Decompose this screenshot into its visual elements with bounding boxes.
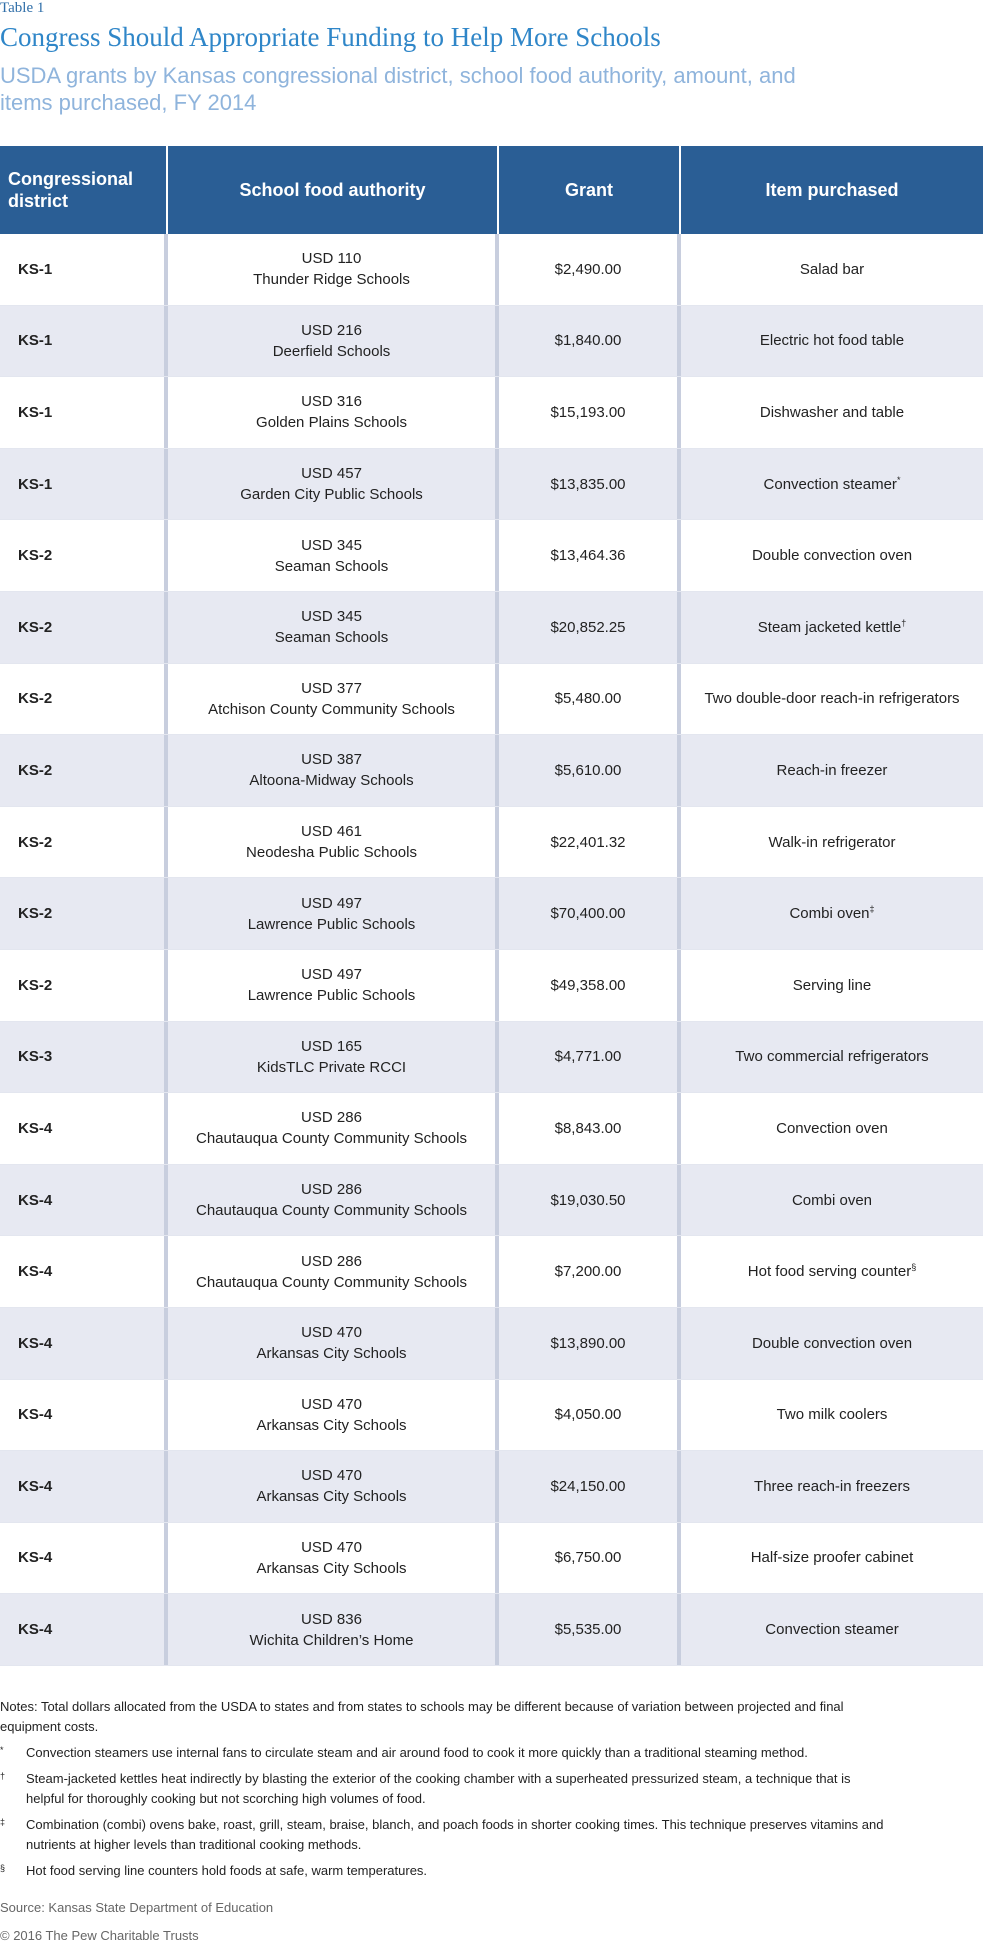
usd-number: USD 470: [301, 1467, 362, 1485]
school-name: Atchison County Community Schools: [208, 700, 455, 718]
grant-cell: $13,890.00: [499, 1308, 681, 1379]
item-name: Walk-in refrigerator: [768, 833, 896, 851]
footnote-symbol: ‡: [0, 1817, 6, 1827]
grant-cell: $5,610.00: [499, 735, 681, 806]
grant-cell: $5,480.00: [499, 664, 681, 735]
school-name: Chautauqua County Community Schools: [196, 1273, 467, 1291]
item-name: Hot food serving counter: [747, 1263, 912, 1281]
grant-cell: $19,030.50: [499, 1165, 681, 1236]
item-name: Three reach-in freezers: [754, 1477, 910, 1495]
footnote-mark: *: [896, 474, 901, 485]
footnote-text: Hot food serving line counters hold foods at safe, warm temperatures.: [26, 1863, 428, 1878]
item-cell: [681, 1380, 983, 1451]
authority-cell: [168, 306, 499, 377]
copyright-line: © 2016 The Pew Charitable Trusts: [0, 1928, 199, 1943]
usd-number: USD 470: [301, 1324, 362, 1342]
grant-cell: $2,490.00: [499, 234, 681, 305]
item-name: Convection steamer: [763, 475, 897, 493]
footnote: [0, 1861, 900, 1881]
item-name: Convection oven: [776, 1119, 888, 1137]
usd-number: USD 497: [301, 966, 362, 984]
school-name: Neodesha Public Schools: [246, 844, 417, 862]
footnote-text: Convection steamers use internal fans to circulate steam and air around food to cook it more quickly than a traditional steaming method.: [26, 1745, 808, 1760]
usd-number: USD 457: [301, 465, 362, 483]
column-header-district: Congressional district: [0, 146, 168, 234]
item-cell: [681, 1308, 983, 1379]
table-row: [0, 1093, 983, 1165]
item-cell: [681, 1451, 983, 1522]
item-name: Steam jacketed kettle: [757, 618, 902, 636]
authority-cell: [168, 807, 499, 878]
school-name: Arkansas City Schools: [256, 1416, 407, 1434]
item-name: Combi oven: [789, 905, 870, 923]
item-name: Convection steamer: [765, 1621, 899, 1639]
page-title: Congress Should Appropriate Funding to Help More Schools: [0, 22, 661, 52]
item-cell: [681, 1022, 983, 1093]
school-name: Arkansas City Schools: [256, 1559, 407, 1577]
item-name: Two double-door reach-in refrigerators: [704, 690, 960, 708]
usd-number: USD 836: [301, 1610, 362, 1628]
authority-cell: [168, 234, 499, 305]
authority-cell: [168, 1308, 499, 1379]
table-row: [0, 1380, 983, 1452]
district-cell: KS-1: [0, 377, 168, 448]
footnote-mark: †: [901, 617, 907, 628]
district-cell: KS-4: [0, 1093, 168, 1164]
table-row: [0, 1594, 983, 1666]
item-name: Salad bar: [799, 260, 865, 278]
grant-cell: $5,535.00: [499, 1594, 681, 1665]
table-row: [0, 807, 983, 879]
table-row: [0, 664, 983, 736]
table-row: [0, 234, 983, 306]
usd-number: USD 497: [301, 894, 362, 912]
grant-cell: $15,193.00: [499, 377, 681, 448]
item-cell: [681, 1594, 983, 1665]
table-row: [0, 878, 983, 950]
item-cell: [681, 807, 983, 878]
school-name: Garden City Public Schools: [240, 486, 423, 504]
school-name: Seaman Schools: [274, 557, 389, 575]
table-row: [0, 449, 983, 521]
district-cell: KS-2: [0, 950, 168, 1021]
item-name: Half-size proofer cabinet: [750, 1549, 914, 1567]
authority-cell: [168, 520, 499, 591]
grant-cell: $6,750.00: [499, 1523, 681, 1594]
item-cell: [681, 1093, 983, 1164]
authority-cell: [168, 1523, 499, 1594]
district-cell: KS-4: [0, 1451, 168, 1522]
district-cell: KS-4: [0, 1594, 168, 1665]
authority-cell: [168, 878, 499, 949]
item-cell: [681, 1523, 983, 1594]
authority-cell: [168, 449, 499, 520]
table-row: [0, 1308, 983, 1380]
authority-cell: [168, 377, 499, 448]
table-row: [0, 1165, 983, 1237]
footnote: [0, 1743, 900, 1763]
district-cell: KS-2: [0, 807, 168, 878]
grant-cell: $13,835.00: [499, 449, 681, 520]
district-cell: KS-2: [0, 520, 168, 591]
school-name: Chautauqua County Community Schools: [196, 1130, 467, 1148]
item-cell: [681, 306, 983, 377]
page-subtitle: USDA grants by Kansas congressional district, school food authority, amount, and items purchased, FY 2014: [0, 63, 796, 115]
usd-number: USD 345: [301, 608, 362, 626]
authority-cell: [168, 592, 499, 663]
table-label: Table 1: [0, 0, 45, 16]
item-name: Two commercial refrigerators: [735, 1048, 929, 1066]
column-header-item: Item purchased: [765, 179, 899, 200]
item-cell: [681, 592, 983, 663]
school-name: Deerfield Schools: [272, 342, 391, 360]
notes-section: [0, 1697, 900, 1881]
footnote-text: Combination (combi) ovens bake, roast, grill, steam, braise, blanch, and poach foods in shorter cooking times. This technique preserves vitamins and nutrients at higher levels than traditional cooking methods.: [26, 1817, 884, 1852]
usd-number: USD 345: [301, 536, 362, 554]
item-cell: [681, 950, 983, 1021]
grants-table: [0, 146, 983, 1666]
district-cell: KS-2: [0, 664, 168, 735]
school-name: Thunder Ridge Schools: [253, 271, 410, 289]
school-name: Altoona-Midway Schools: [249, 772, 414, 790]
school-name: Golden Plains Schools: [256, 414, 407, 432]
grant-cell: $1,840.00: [499, 306, 681, 377]
grant-cell: $4,050.00: [499, 1380, 681, 1451]
grant-cell: $22,401.32: [499, 807, 681, 878]
authority-cell: [168, 1451, 499, 1522]
table-row: [0, 1022, 983, 1094]
district-cell: KS-3: [0, 1022, 168, 1093]
school-name: Wichita Children’s Home: [249, 1631, 414, 1649]
usd-number: USD 461: [301, 823, 362, 841]
usd-number: USD 470: [301, 1395, 362, 1413]
table-header: [0, 146, 983, 234]
grant-cell: $20,852.25: [499, 592, 681, 663]
district-cell: KS-1: [0, 306, 168, 377]
usd-number: USD 377: [301, 679, 362, 697]
school-name: Seaman Schools: [274, 629, 389, 647]
grant-cell: $70,400.00: [499, 878, 681, 949]
column-header-authority: School food authority: [168, 146, 499, 234]
school-name: Arkansas City Schools: [256, 1345, 407, 1363]
authority-cell: [168, 1236, 499, 1307]
authority-cell: [168, 1594, 499, 1665]
usd-number: USD 316: [301, 393, 362, 411]
district-cell: KS-4: [0, 1523, 168, 1594]
item-name: Dishwasher and table: [759, 403, 905, 421]
district-cell: KS-4: [0, 1165, 168, 1236]
footnote-symbol: §: [0, 1863, 6, 1873]
school-name: Arkansas City Schools: [256, 1488, 407, 1506]
district-cell: KS-4: [0, 1236, 168, 1307]
item-cell: [681, 377, 983, 448]
table-row: [0, 306, 983, 378]
district-cell: KS-2: [0, 592, 168, 663]
footnote-mark: §: [911, 1262, 917, 1273]
grant-cell: $24,150.00: [499, 1451, 681, 1522]
table-row: [0, 1236, 983, 1308]
footnote-mark: ‡: [869, 904, 875, 915]
usd-number: USD 216: [301, 321, 362, 339]
usd-number: USD 286: [301, 1109, 362, 1127]
authority-cell: [168, 1093, 499, 1164]
district-cell: KS-1: [0, 449, 168, 520]
school-name: Lawrence Public Schools: [247, 915, 416, 933]
item-name: Double convection oven: [751, 1334, 913, 1352]
source-line: Source: Kansas State Department of Education: [0, 1900, 274, 1915]
district-cell: KS-2: [0, 878, 168, 949]
item-name: Serving line: [792, 976, 872, 994]
item-cell: [681, 735, 983, 806]
footnote: [0, 1815, 900, 1855]
notes-text: Notes: Total dollars allocated from the USDA to states and from states to schools may be different because of variation between projected and final equipment costs.: [0, 1699, 844, 1734]
grant-cell: $49,358.00: [499, 950, 681, 1021]
item-name: Reach-in freezer: [776, 761, 888, 779]
footnote-symbol: †: [0, 1771, 6, 1781]
table-body: [0, 234, 983, 1666]
item-cell: [681, 664, 983, 735]
authority-cell: [168, 735, 499, 806]
school-name: Chautauqua County Community Schools: [196, 1202, 467, 1220]
grant-cell: $13,464.36: [499, 520, 681, 591]
grant-cell: $4,771.00: [499, 1022, 681, 1093]
footnote: [0, 1769, 900, 1809]
authority-cell: [168, 1380, 499, 1451]
usd-number: USD 470: [301, 1538, 362, 1556]
item-cell: [681, 1165, 983, 1236]
item-name: Double convection oven: [751, 547, 913, 565]
item-name: Two milk coolers: [776, 1406, 888, 1424]
grant-cell: $7,200.00: [499, 1236, 681, 1307]
item-name: Electric hot food table: [759, 332, 905, 350]
item-cell: [681, 449, 983, 520]
footnote-text: Steam-jacketed kettles heat indirectly by blasting the exterior of the cooking chamber with a superheated pressurized steam, a technique that is helpful for thoroughly cooking but not scorching high volumes of food.: [26, 1771, 851, 1806]
authority-cell: [168, 1165, 499, 1236]
item-cell: [681, 520, 983, 591]
grant-cell: $8,843.00: [499, 1093, 681, 1164]
school-name: KidsTLC Private RCCI: [256, 1058, 407, 1076]
school-name: Lawrence Public Schools: [247, 987, 416, 1005]
table-row: [0, 377, 983, 449]
usd-number: USD 286: [301, 1181, 362, 1199]
footnotes-list: [0, 1743, 900, 1881]
item-cell: [681, 234, 983, 305]
authority-cell: [168, 1022, 499, 1093]
table-row: [0, 520, 983, 592]
authority-cell: [168, 950, 499, 1021]
usd-number: USD 387: [301, 751, 362, 769]
authority-cell: [168, 664, 499, 735]
table-row: [0, 592, 983, 664]
table-row: [0, 735, 983, 807]
table-row: [0, 1451, 983, 1523]
usd-number: USD 286: [301, 1252, 362, 1270]
footnote-symbol: *: [0, 1745, 4, 1755]
district-cell: KS-2: [0, 735, 168, 806]
district-cell: KS-4: [0, 1308, 168, 1379]
column-header-grant: Grant: [499, 146, 681, 234]
usd-number: USD 110: [301, 250, 362, 268]
item-cell: [681, 1236, 983, 1307]
item-name: Combi oven: [791, 1191, 873, 1209]
table-row: [0, 950, 983, 1022]
table-row: [0, 1523, 983, 1595]
district-cell: KS-4: [0, 1380, 168, 1451]
usd-number: USD 165: [301, 1037, 362, 1055]
item-cell: [681, 878, 983, 949]
district-cell: KS-1: [0, 234, 168, 305]
